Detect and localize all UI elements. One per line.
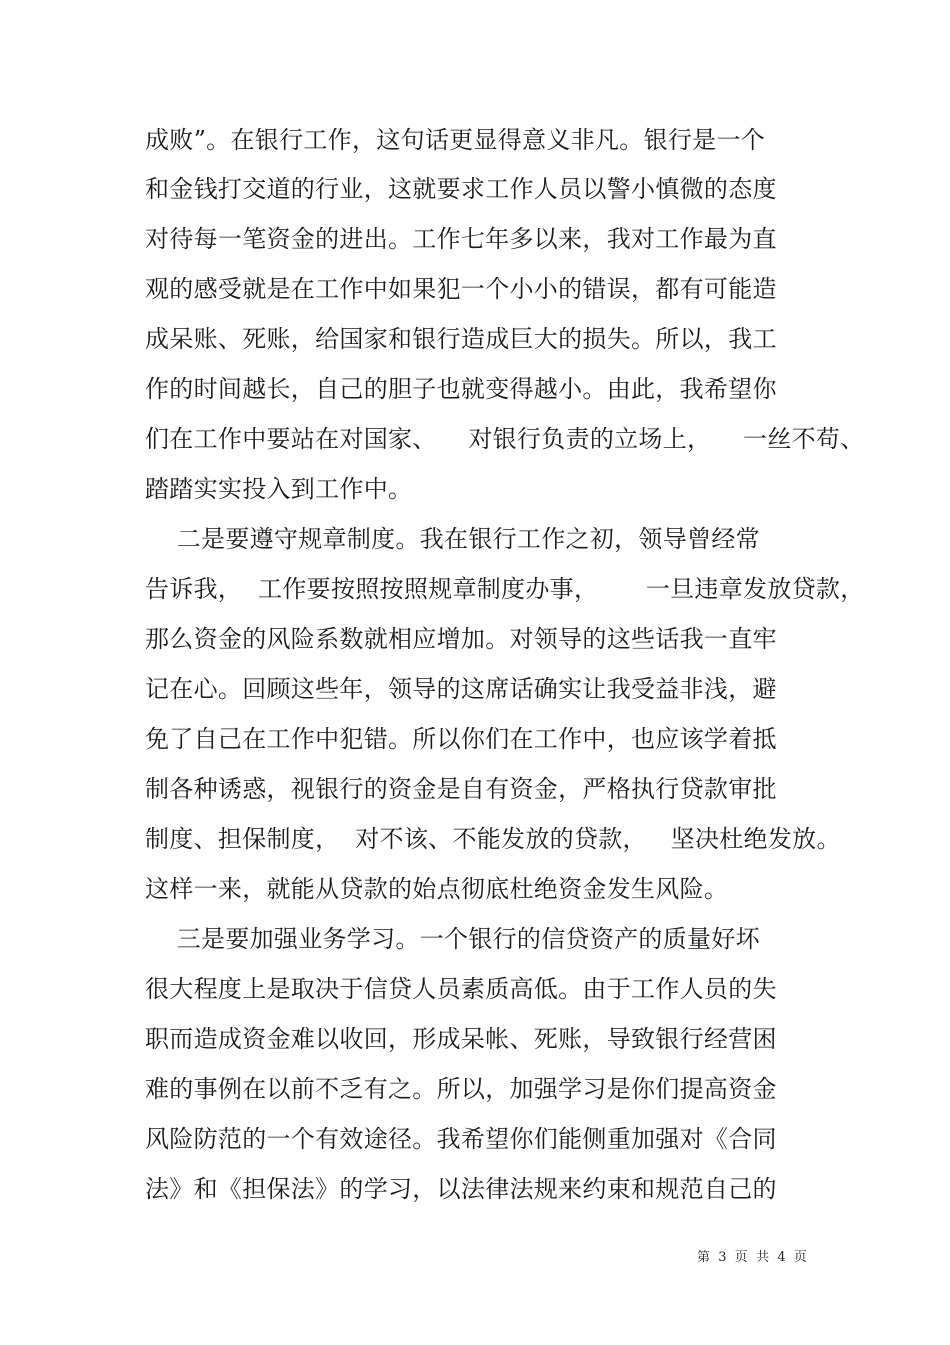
text-line: 这样一来，就能从贷款的始点彻底杜绝资金发生风险。 — [145, 875, 729, 903]
text-line: 和金钱打交道的行业，这就要求工作人员以警小慎微的态度 — [145, 175, 777, 203]
page-number-footer: 第 3 页 共 4 页 — [697, 1250, 807, 1265]
text-line: 制各种诱惑，视银行的资金是自有资金，严格执行贷款审批 — [145, 775, 777, 803]
text-line: 那么资金的风险系数就相应增加。对领导的这些话我一直牢 — [145, 625, 777, 653]
text-line: 们在工作中要站在对国家、 对银行负责的立场上， 一丝不苟、 — [145, 425, 865, 453]
text-line: 作的时间越长，自己的胆子也就变得越小。由此，我希望你 — [145, 375, 777, 403]
text-line: 职而造成资金难以收回，形成呆帐、死账，导致银行经营困 — [145, 1025, 777, 1053]
text-line: 告诉我， 工作要按照按照规章制度办事， 一旦违章发放贷款， — [145, 575, 865, 603]
paragraph-start-line: 二是要遵守规章制度。我在银行工作之初，领导曾经常 — [145, 525, 760, 553]
text-line: 风险防范的一个有效途径。我希望你们能侧重加强对《合同 — [145, 1125, 777, 1153]
text-line: 对待每一笔资金的进出。工作七年多以来，我对工作最为直 — [145, 225, 777, 253]
text-line: 记在心。回顾这些年，领导的这席话确实让我受益非浅，避 — [145, 675, 777, 703]
text-line: 成呆账、死账，给国家和银行造成巨大的损失。所以，我工 — [145, 325, 777, 353]
paragraph-start-line: 三是要加强业务学习。一个银行的信贷资产的质量好坏 — [145, 925, 760, 953]
text-line: 很大程度上是取决于信贷人员素质高低。由于工作人员的失 — [145, 975, 777, 1003]
text-line: 踏踏实实投入到工作中。 — [145, 475, 413, 503]
text-line: 观的感受就是在工作中如果犯一个小小的错误，都有可能造 — [145, 275, 777, 303]
text-line: 制度、担保制度， 对不该、不能发放的贷款， 坚决杜绝发放。 — [145, 825, 841, 853]
text-line: 成败”。在银行工作，这句话更显得意义非凡。银行是一个 — [145, 126, 766, 154]
text-line: 免了自己在工作中犯错。所以你们在工作中，也应该学着抵 — [145, 725, 777, 753]
text-line: 难的事例在以前不乏有之。所以，加强学习是你们提高资金 — [145, 1075, 777, 1103]
text-line: 法》和《担保法》的学习，以法律法规来约束和规范自己的 — [145, 1175, 777, 1203]
